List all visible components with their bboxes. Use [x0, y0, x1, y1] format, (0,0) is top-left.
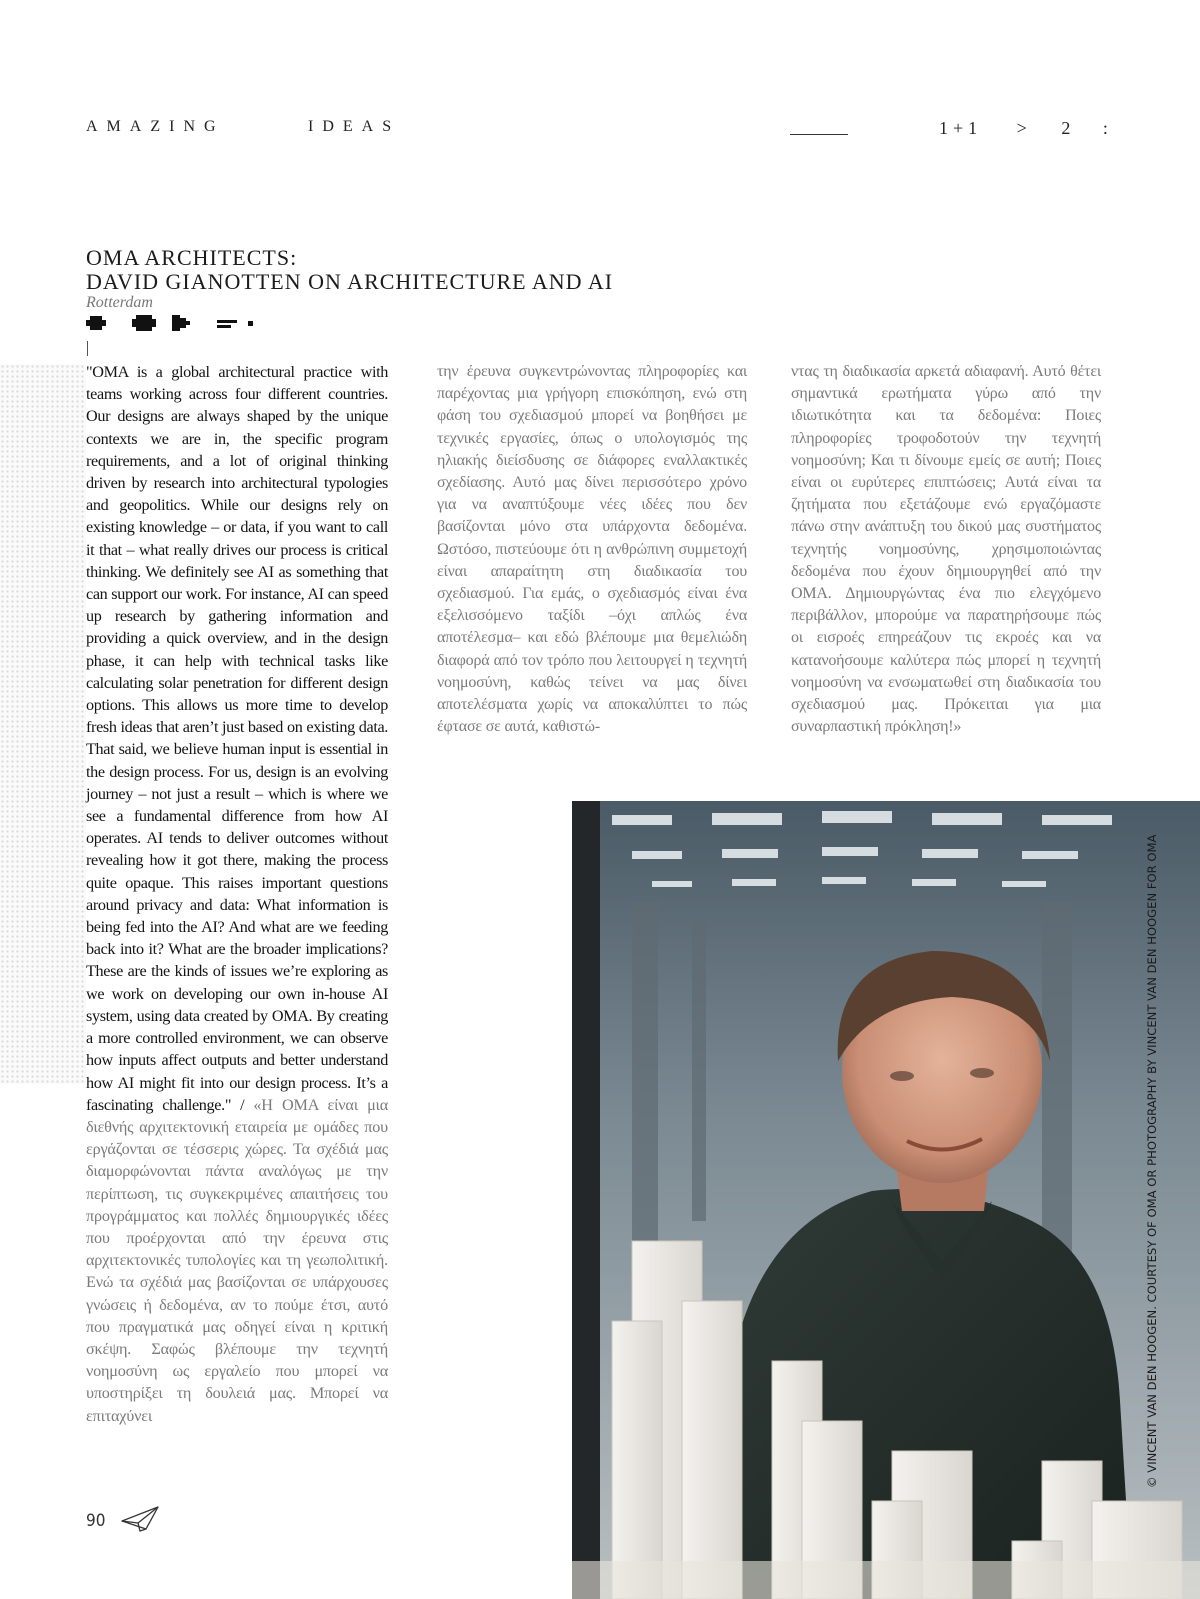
article-title-line: DAVID GIANOTTEN ON ARCHITECTURE AND AI: [86, 269, 614, 294]
issue-marker-part: 1+1: [939, 118, 983, 138]
barcode-ornament-icon: [86, 315, 266, 331]
article-column-2: την έρευνα συγκεντρώνοντας πληροφορίες και παρέχοντας μια γρήγορη επισκόπηση, ενώ στη φάση του σχεδιασμού μπορεί να βοηθήσει με τεχνικές εργασίες, όπως ο υπολογισμός της ηλιακής διείσδυσης σε διάφορες εναλλακτικές σχεδίασης. Αυτό μας δίνει περισσότερο χρόνο για να αναπτύξουμε νέες ιδέες που δεν βασίζονται μόνο στα υπάρχοντα δεδομένα. Ωστόσο, πιστεύουμε ότι η ανθρώπινη συμμετοχή είναι απαραίτητη στη διαδικασία του σχεδιασμού. Για εμάς, ο σχεδιασμός είναι ένα εξελισσόμενο ταξίδι –όχι απλώς ένα αποτέλεσμα– και εδώ βλέπουμε μια θεμελιώδη διαφορά από τον τρόπο που λειτουργεί η τεχνητή νοημοσύνη, καθώς τείνει να μας δίνει αποτελέσματα χωρίς να αποκαλύπτει το πώς έφτασε σε αυτά, καθιστώ-: [437, 363, 747, 736]
header-rule: [790, 134, 848, 135]
paper-plane-icon: [120, 1505, 160, 1533]
photo-credit: © VINCENT VAN DEN HOOGEN. COURTESY OF OMA OR PHOTOGRAPHY BY VINCENT VAN DEN HOOGEN FOR OMA: [1145, 834, 1159, 1488]
article-column-1: [86, 361, 388, 1427]
article-title: [86, 246, 613, 294]
issue-marker-part: :: [1102, 118, 1108, 138]
page-number: 90: [86, 1511, 106, 1531]
article-text-english: "OMA is a global architectural practice with teams working across four different countries. Our designs are always shaped by the unique contexts we are in, the specific program requirements, and a lot of original thinking driven by research into architectural typologies and geopolitics. While our designs rely on existing knowledge – or data, if you want to call it that – what really drives our process is critical thinking. We definitely see AI as something that can support our work. For instance, AI can speed up research by gathering information and providing a quick overview, and in the design phase, it can help with technical tasks like calculating solar penetration for different design options. This allows us more time to develop fresh ideas that aren’t just based on existing data. That said, we believe human input is essential in the design process. For us, design is an evolving journey – not just a result – which is where we see a fundamental difference from how AI operates. AI tends to deliver outcomes without revealing how it got there, making the process quite opaque. This raises important questions around privacy and data: What information is being fed into the AI? And what are we feeding back into it? What are the broader implications? These are the kinds of issues we’re exploring as we work on developing our own in-house AI system, using data created by OMA. By creating a more controlled environment, we can observe how inputs affect outputs and better understand how AI might fit into our design process. It’s a fascinating challenge.": [86, 363, 388, 1114]
section-sublabel: IDEAS: [308, 118, 401, 135]
portrait-photo: [572, 801, 1200, 1599]
issue-marker-part: >: [1016, 118, 1027, 138]
divider: [87, 341, 88, 356]
article-text-greek: «Η ΟΜΑ είναι μια διεθνής αρχιτεκτονική εταιρεία με ομάδες που εργάζονται σε τέσσερις χώρες. Τα σχέδιά μας διαμορφώνονται πάντα αναλόγως με την περίπτωση, τις συγκεκριμένες απαιτήσεις του προγράμματος και πολλές δημιουργικές ιδέες που προέρχονται από την έρευνα στις αρχιτεκτονικές τυπολογίες και τη γεωπολιτική. Ενώ τα σχέδιά μας βασίζονται σε υπάρχουσες γνώσεις ή δεδομένα, αν το πούμε έτσι, αυτό που πραγματικά μας οδηγεί είναι η κριτική σκέψη. Σαφώς βλέπουμε την τεχνητή νοημοσύνη ως εργαλείο που μπορεί να υποστηρίξει τη δουλειά μας. Μπορεί να επιταχύνει: [86, 1095, 388, 1425]
issue-marker: [939, 118, 1108, 139]
article-title-line: OMA ARCHITECTS:: [86, 245, 298, 270]
article-column-3: ντας τη διαδικασία αρκετά αδιαφανή. Αυτό θέτει σημαντικά ερωτήματα γύρω από την ιδιωτικότητα και τα δεδομένα: Ποιες πληροφορίες τροφοδοτούν την τεχνητή νοημοσύνη; Και τι δίνουμε εμείς σε αυτή; Ποιες είναι οι ευρύτερες επιπτώσεις; Αυτά είναι τα ζητήματα που εξετάζουμε ενώ εργαζόμαστε πάνω στην ανάπτυξη του δικού μας συστήματος τεχνητής νοημοσύνης, χρησιμοποιώντας δεδομένα που έχουν δημιουργηθεί από την ΟΜΑ. Δημιουργώντας ένα πιο ελεγχόμενο περιβάλλον, μπορούμε να παρατηρήσουμε πώς οι εισροές επηρεάζουν τις εκροές και να κατανοήσουμε καλύτερα πώς μπορεί η τεχνητή νοημοσύνη να ενσωματωθεί στη διαδικασία του σχεδιασμού μας. Πρόκειται για μια συναρπαστική πρόκληση!»: [791, 363, 1101, 736]
issue-marker-part: 2: [1061, 118, 1071, 138]
language-separator: /: [231, 1095, 254, 1114]
section-label: AMAZING: [86, 118, 225, 135]
article-location: Rotterdam: [86, 294, 153, 311]
decorative-texture: [0, 364, 86, 1084]
